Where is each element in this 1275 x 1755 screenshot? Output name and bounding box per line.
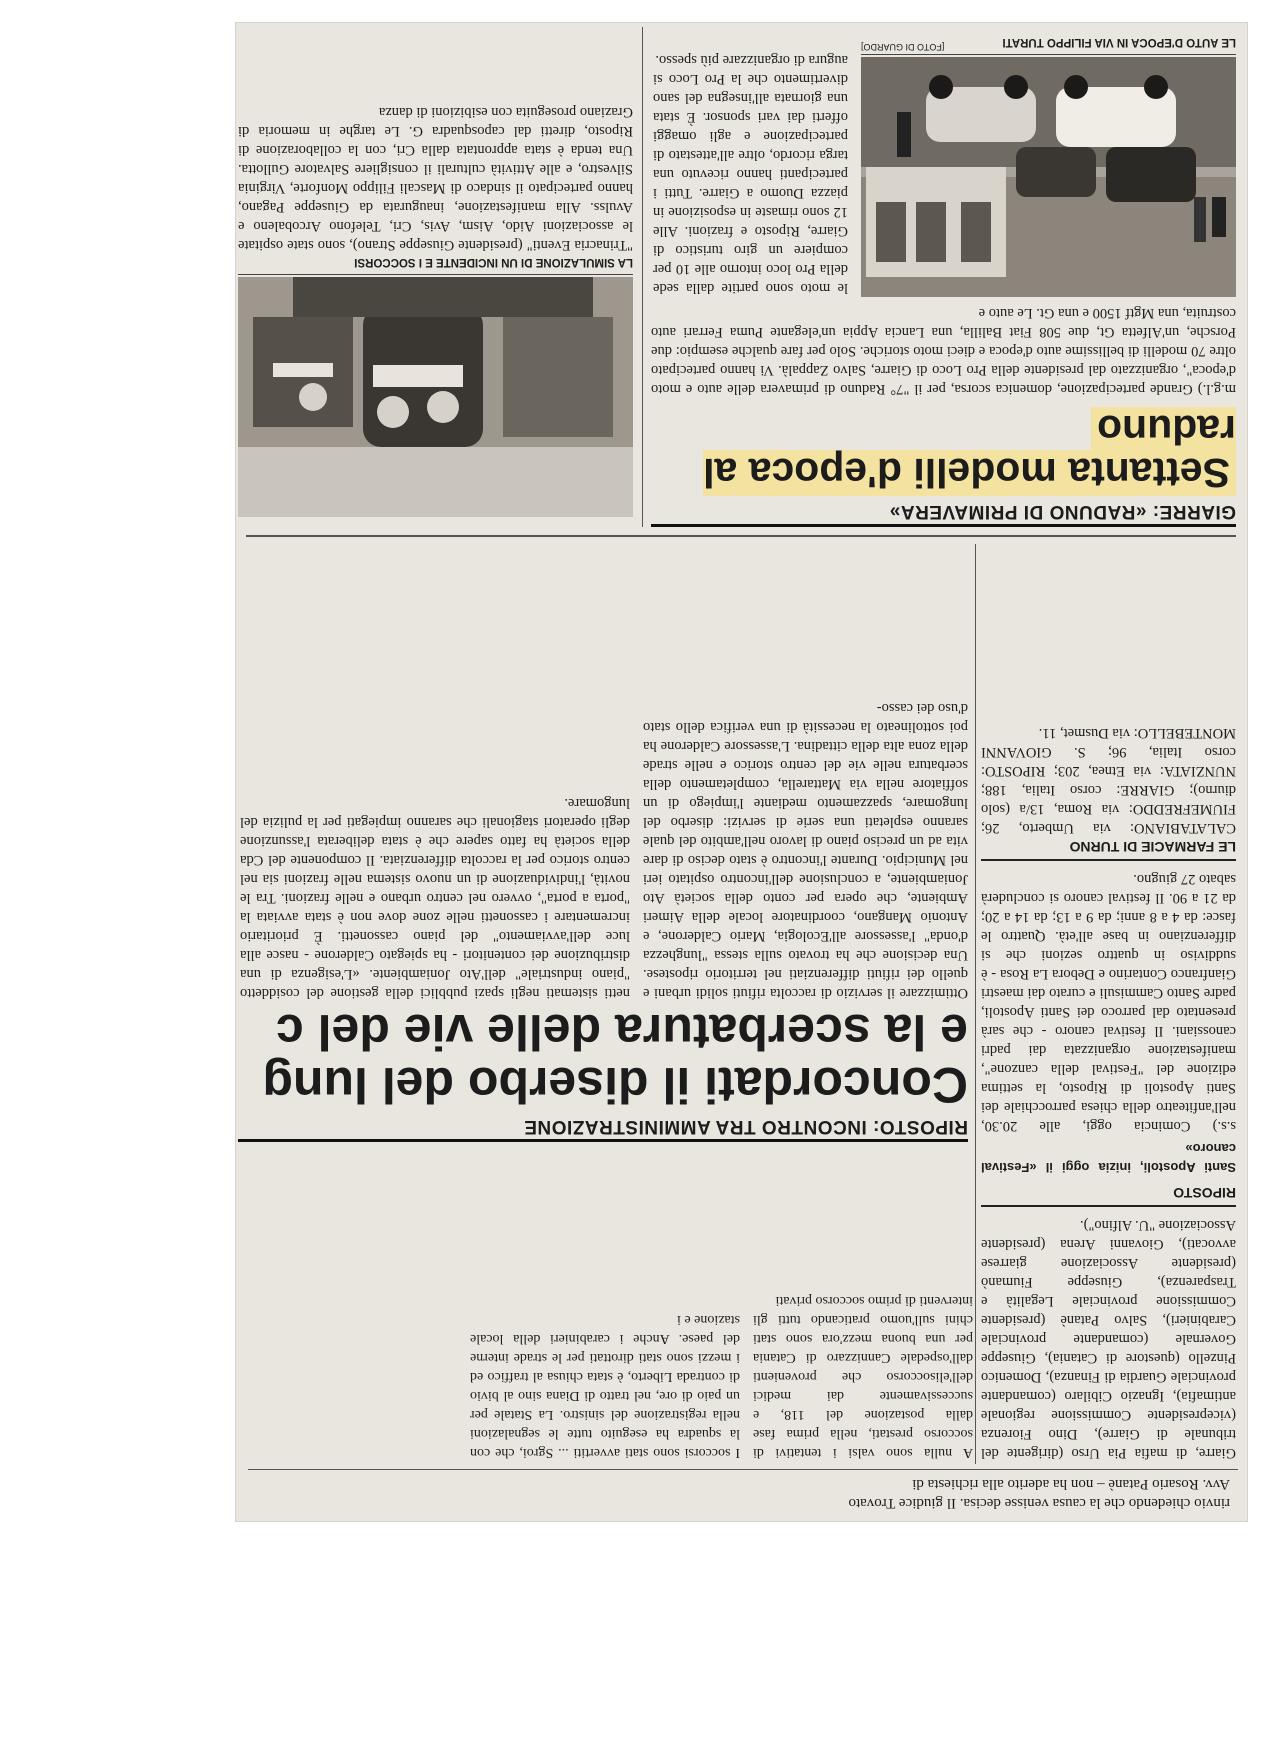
raduno-lead: m.g.l.) Grande partecipazione, domenica scorsa, per il "7° Raduno di primavera delle auto e moto d'epoca", organizzato dal presidente della Pro Loco di Giarre, Salvo Zappalà. Vi hanno partecipato oltre 70 modelli di bellissime auto d'epoca e dieci moto storiche. Solo per fare qualche esempio: due Porsche, un'Alfetta Gt, due 508 Fiat Balilla, una Lancia Appia un'elegante Puma Ferrari auto costruita, una Mgtf 1500 e una Gt. Le auto e: [651, 304, 1236, 397]
vintage-cars-photo: [861, 57, 1236, 297]
riposto-article: [238, 1006, 968, 1142]
bottom-left-text: I soccorsi sono stati avvertiti ... Sgroi, che con la squadra ha eseguito tutte le segnalazioni nella registrazione del sinistro. La Statale per un paio di ore, nel tratto di Diana sino al bivio di contrada Liberto, è stata chiusa al traffico ed i mezzi sono stati dirottati per le strade interne del paese. Anche i carabinieri della locale stazione e i: [470, 1312, 740, 1460]
scanned-page: [235, 22, 1248, 1522]
column-divider: [975, 544, 976, 1464]
top-strip-line-1: rinvio chiedendo che la causa venisse decisa. Il giudice Trovato: [848, 1495, 1230, 1511]
festival-text: s.s.) Comincia oggi, alle 20.30, nell'anfiteatro della chiesa parrocchiale dei Santi Apostoli di Riposto, la settima edizione del "Festival della canzone", manifestazione organizzata dai padri canossiani. Il festival canoro - che sarà presentato dal parroco dei Santi Apostoli, padre Santo Cammisuli e curato dai maestri Gianfranco Contarino e Debora La Rosa - è suddiviso in quattro sezioni che si differenziano in base all'età. Quattro le fasce: da 4 a 8 anni; da 9 a 13; da 14 a 20; da 21 a 90. Il festival canoro si concluderà sabato 27 giugno.: [981, 871, 1236, 1134]
incident-simulation-photo: [238, 277, 633, 517]
incident-caption-block: [238, 254, 633, 275]
festival-subhead: Santi Apostoli, inizia oggi il «Festival canoro»: [981, 1141, 1236, 1175]
left-para-1: Giarre, di mafia Pia Urso (dirigente del tribunale di Giarre), Dino Fiorenza (vicepresidente Commissione regionale antimafia), Ignazio Cibilaro (comandante provinciale Guardia di Finanza), Domenico Pinzello (questore di Catania), Giuseppe Governale (comandante provinciale Carabinieri), Salvo Patanè (presidente Commissione provinciale Legalità e Trasparenza), Giuseppe Fiumanò (presidente Associazione giarrese avvocati), Giovanni Arena (presidente Associazione "U. Alfino").: [981, 1217, 1236, 1461]
incident-photo-drawing: [238, 277, 633, 517]
raduno-kicker: GIARRE: «RADUNO DI PRIMAVERA»: [651, 500, 1236, 527]
bottom-mid-column: [753, 1291, 973, 1462]
divider-middle: [246, 535, 1236, 537]
riposto-column-2: [240, 793, 630, 1002]
riposto-headline-line-2: e la scerbatura delle vie del c: [275, 1004, 968, 1061]
raduno-article: [651, 288, 1236, 527]
newspaper-page-rotated: [235, 22, 1248, 1522]
riposto-text-2: netti sistemati negli spazi pubblici della gestione del cosiddetto "piano industriale" dell'Ato Joniambiente. «L'esigenza di una distribuzione dei contenitori - ha spiegato Calderone - nasce alla luce dell'avviamento" del piano cassonetti. È prioritario incrementare i cassonetti nelle zone dove non è stata avviata la "porta a porta", ovvero nel centro urbano e nelle frazioni. Tra le novità, l'individuazione di un nuovo sistema nelle frazioni sia nel centro storico per la raccolta differenziata. Il componente del Cda della società ha fatto sapere che è stata deliberata l'assunzione degli operatori stagionali che saranno impiegati per la pulizia del lungomare.: [240, 795, 630, 1001]
raduno-text: le moto sono partite dalla sede della Pro loco intorno alle 10 per compiere un giro turistico di Giarre, Riposto e frazioni. Alle 12 sono rimaste in esposizione in piazza Duomo a Giarre. Tutti i partecipanti hanno ricevuto una targa ricordo, oltre all'attestato di partecipazione e agli omaggi offerti dai vari sponsor. È stata una giornata all'insegna del sano divertimento che la Pro Loco si augura di organizzare più spesso.: [653, 52, 848, 296]
incident-photo-caption: LA SIMULAZIONE DI UN INCIDENTE E I SOCCORSI: [354, 256, 633, 268]
bottom-mid-text: A nulla sono valsi i tentativi di soccorso prestati, nella prima fase dalla postazione del 118, e successivamente dai medici dell'elisoccorso che provenienti dall'ospedale Cannizzaro di Catania per una buona mezz'ora sono stati chini sull'uomo praticando tutti gli interventi di primo soccorso privati: [753, 1293, 973, 1460]
riposto-text-1: Ottimizzare il servizio di raccolta rifiuti solidi urbani e quello dei rifiuti differenziati nel territorio ripostese. Una decisione che ha trovato sulla stessa "lunghezza d'onda" l'assessore all'Ecologia, Mario Calderone, e Antonio Mangano, coordinatore locale della Aimeri Ambiente, che opera per conto della società Ato Joniambiente, a conclusione dell'incontro ospitato ieri nel Municipio. Durante l'incontro è stato deciso di dare vita ad un preciso piano di lavoro nell'ambito del quale saranno espletati una serie di servizi: diserbo del lungomare, spazzamento mediante l'impiego di un soffiatore nella via Mattarella, completamento della scerbatura nelle vie del centro storico e nelle strade della zona alta della cittadina. L'assessore Calderone ha poi sottolineato la necessità di una verifica dello stato d'uso dei casso-: [643, 700, 968, 1001]
top-strip: [470, 1474, 1230, 1512]
left-column: [981, 723, 1236, 1462]
top-strip-line-2: Avv. Rosario Patanè – non ha aderito alla richiesta di: [912, 1476, 1230, 1492]
bottom-left-column: [470, 1310, 740, 1462]
raduno-caption-block: [861, 34, 1236, 55]
pharmacies-text: CALATABIANO: via Umberto, 26; FIUMEFREDDO: via Roma, 13/a (solo diurno); GIARRE: corso Italia, 188; NUNZIATA: via Etnea, 203; RIPOSTO: corso Italia, 96; S. GIOVANNI MONTEBELLO: via Dusmet, 11.: [981, 725, 1236, 836]
riposto-kicker: RIPOSTO: INCONTRO TRA AMMINISTRAZIONE: [238, 1115, 968, 1142]
incident-column: [238, 102, 633, 254]
raduno-column: [653, 50, 848, 297]
section-riposto: RIPOSTO: [1173, 1185, 1236, 1201]
riposto-headline-line-1: Concordati il diserbo del lung: [262, 1057, 968, 1113]
photo-drawing: [861, 57, 1236, 297]
divider-top: [248, 1469, 1238, 1470]
raduno-photo-caption: LE AUTO D'EPOCA IN VIA FILIPPO TURATI: [1002, 36, 1236, 48]
raduno-photo-credit: [FOTO DI GUARDO]: [861, 42, 945, 52]
raduno-headline: Settanta modelli d'epoca al raduno: [703, 406, 1236, 496]
riposto-column-1: [643, 698, 968, 1002]
pharmacies-title: LE FARMACIE DI TURNO: [1069, 839, 1236, 855]
incident-text: "Trinacria Eventi" (presidente Giuseppe Strano), sono state ospitate le associazioni Aido, Aism, Avis, Cri, Telefono Arcobaleno e Avulss. Alla manifestazione, inaugurata da Giuseppe Pagano, hanno partecipato il sindaco di Mascali Filippo Monforte, Virginia Silvestro, e alle Attività culturali il consigliere Salvatore Gullotta. Una tenda è stata approntata dalla Cri, con la collaborazione di Riposto, diretti dal caposquadra G. Le targhe in memoria di Graziano proseguita con esibizioni di danza: [238, 104, 633, 253]
column-divider-lower: [642, 27, 643, 527]
